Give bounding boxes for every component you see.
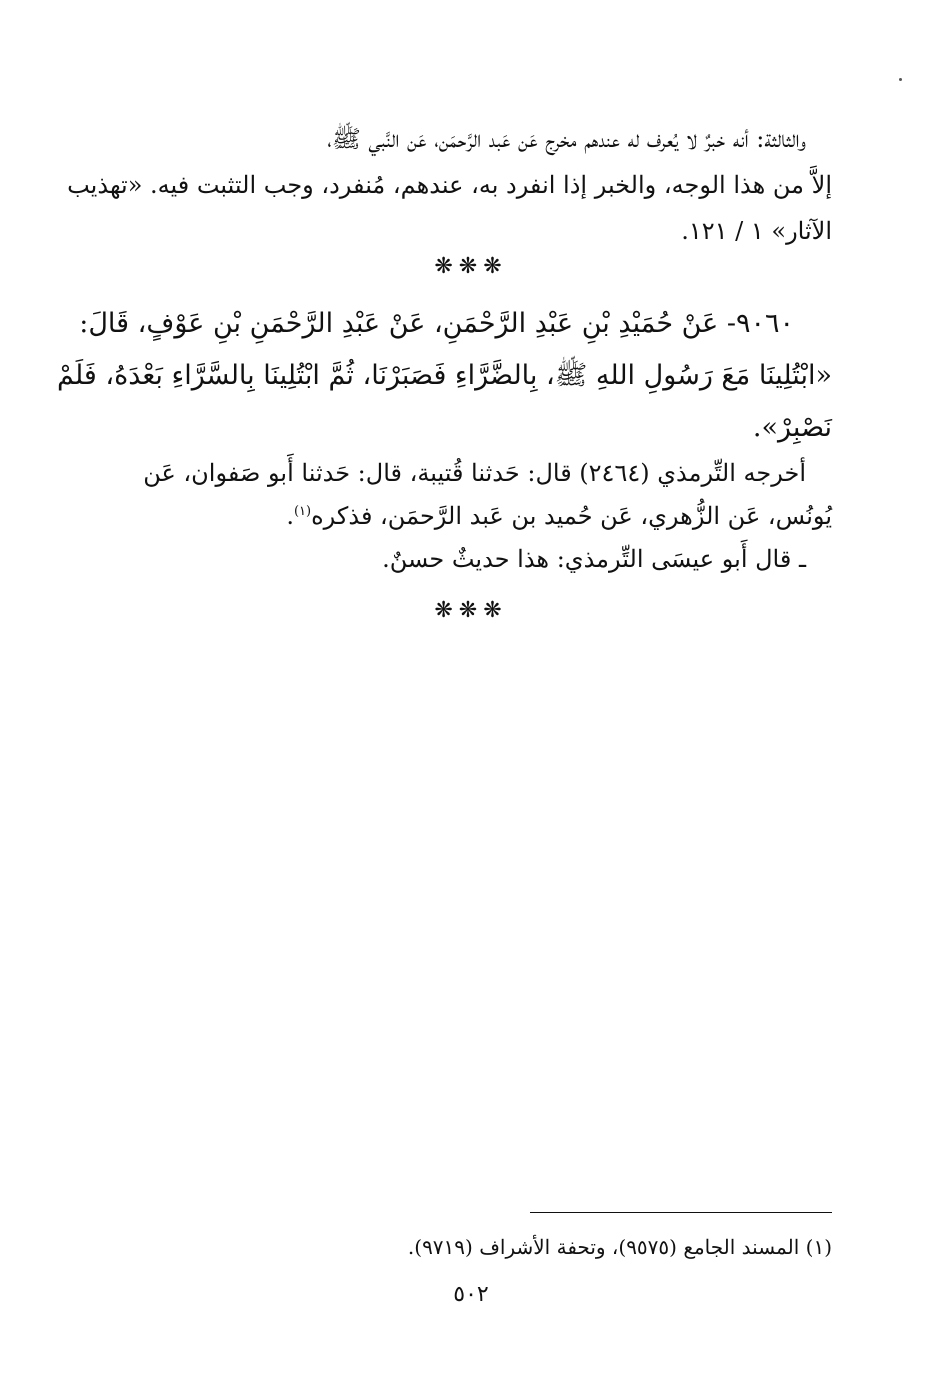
footnote-divider: [530, 1212, 832, 1213]
scan-speck: [899, 78, 902, 81]
takhrij-line-1: أخرجه التِّرمذي (٢٤٦٤) قال: حَدثنا قُتيبة، قال: حَدثنا أَبو صَفوان، عَن: [143, 459, 806, 487]
hadith-text: [56, 298, 832, 454]
footnote-reference[interactable]: (١): [293, 504, 312, 519]
commentary-paragraph: [67, 116, 832, 254]
takhrij-line-2-end: .: [286, 502, 294, 530]
section-separator-1: ❋❋❋: [434, 254, 508, 279]
section-separator-2: ❋❋❋: [434, 598, 508, 623]
takhrij-paragraph: [110, 452, 832, 581]
commentary-line-2: إلاَّ من هذا الوجه، والخبر إذا انفرد به، عندهم، مُنفرد، وجب التثبت فيه. «تهذيب: [67, 171, 832, 199]
hadith-line-2: «ابْتُلِينَا مَعَ رَسُولِ اللهِ ﷺ، بِالضَّرَّاءِ فَصَبَرْنَا، ثُمَّ ابْتُلِينَا بِالسَّرَّاءِ بَعْدَهُ، فَلَمْ: [56, 360, 832, 391]
takhrij-line-2: [110, 495, 832, 538]
takhrij-line-3: ـ قال أَبو عيسَى التِّرمذي: هذا حديثٌ حسنٌ.: [382, 545, 806, 573]
commentary-line-1: والثالثة: أنه خبرٌ لا يُعرف له عندهم مخرج عَن عَبد الرَّحمَن، عَن النَّبي ﷺ،: [327, 125, 806, 153]
hadith-line-3: نَصْبِرْ».: [752, 412, 832, 443]
takhrij-line-2-text: يُونُس، عَن الزُّهري، عَن حُميد بن عَبد الرَّحمَن، فذكره: [311, 502, 832, 530]
footnote-text: (١) المسند الجامع (٩٥٧٥)، وتحفة الأشراف (٩٧١٩).: [407, 1235, 832, 1259]
commentary-line-3: الآثار» ١ / ١٢١.: [681, 217, 832, 245]
page-number: ٥٠٢: [453, 1282, 489, 1307]
hadith-line-1: ٩٠٦٠- عَنْ حُمَيْدِ بْنِ عَبْدِ الرَّحْمَنِ، عَنْ عَبْدِ الرَّحْمَنِ بْنِ عَوْفٍ، قَالَ:: [79, 308, 794, 339]
